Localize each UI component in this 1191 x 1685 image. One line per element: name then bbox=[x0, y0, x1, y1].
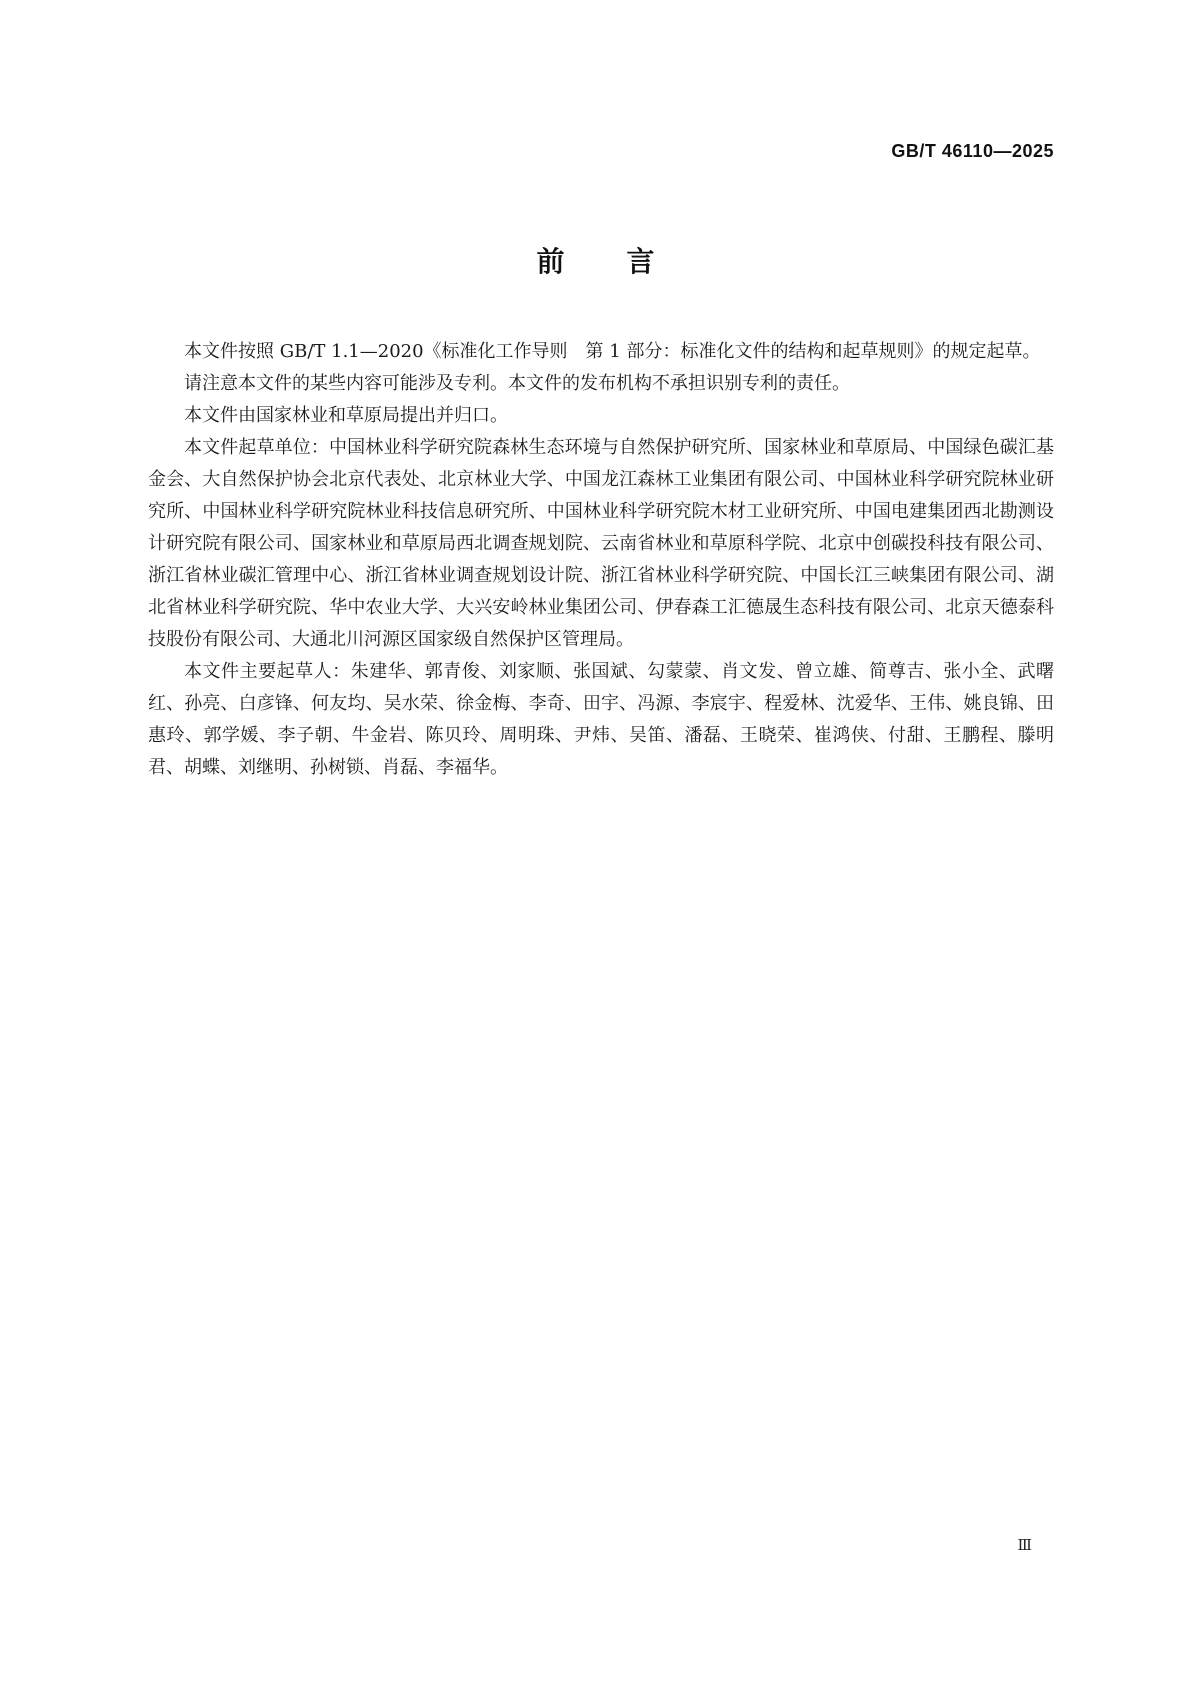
page-title bbox=[0, 240, 1191, 280]
title-char-1: 前 bbox=[536, 245, 565, 278]
title-char-2: 言 bbox=[626, 245, 655, 278]
paragraph-drafters: 本文件主要起草人：朱建华、郭青俊、刘家顺、张国斌、勾蒙蒙、肖文发、曾立雄、简尊吉、张小全、武曙红、孙亮、白彦锋、何友均、吴水荣、徐金梅、李奇、田宇、冯源、李宸宇、程爱林、沈爱华、王伟、姚良锦、田惠玲、郭学媛、李子朝、牛金岩、陈贝玲、周明珠、尹炜、吴笛、潘磊、王晓荣、崔鸿侠、付甜、王鹏程、滕明君、胡蝶、刘继明、孙树锁、肖磊、李福华。 bbox=[148, 661, 1054, 778]
standard-code: GB/T 46110—2025 bbox=[891, 141, 1054, 161]
page-number: Ⅲ bbox=[1017, 1536, 1032, 1554]
paragraph-patent-notice: 请注意本文件的某些内容可能涉及专利。本文件的发布机构不承担识别专利的责任。 bbox=[184, 373, 850, 394]
foreword-body bbox=[148, 336, 1054, 784]
paragraph-drafting-rules: 本文件按照 GB/T 1.1—2020《标准化工作导则 第 1 部分：标准化文件的结构和起草规则》的规定起草。 bbox=[184, 341, 1041, 362]
paragraph-proposer: 本文件由国家林业和草原局提出并归口。 bbox=[184, 405, 508, 426]
paragraph-drafting-units: 本文件起草单位：中国林业科学研究院森林生态环境与自然保护研究所、国家林业和草原局、中国绿色碳汇基金会、大自然保护协会北京代表处、北京林业大学、中国龙江森林工业集团有限公司、中国林业科学研究院林业研究所、中国林业科学研究院林业科技信息研究所、中国林业科学研究院木材工业研究所、中国电建集团西北勘测设计研究院有限公司、国家林业和草原局西北调查规划院、云南省林业和草原科学院、北京中创碳投科技有限公司、浙江省林业碳汇管理中心、浙江省林业调查规划设计院、浙江省林业科学研究院、中国长江三峡集团有限公司、湖北省林业科学研究院、华中农业大学、大兴安岭林业集团公司、伊春森工汇德晟生态科技有限公司、北京天德泰科技股份有限公司、大通北川河源区国家级自然保护区管理局。 bbox=[148, 437, 1054, 650]
